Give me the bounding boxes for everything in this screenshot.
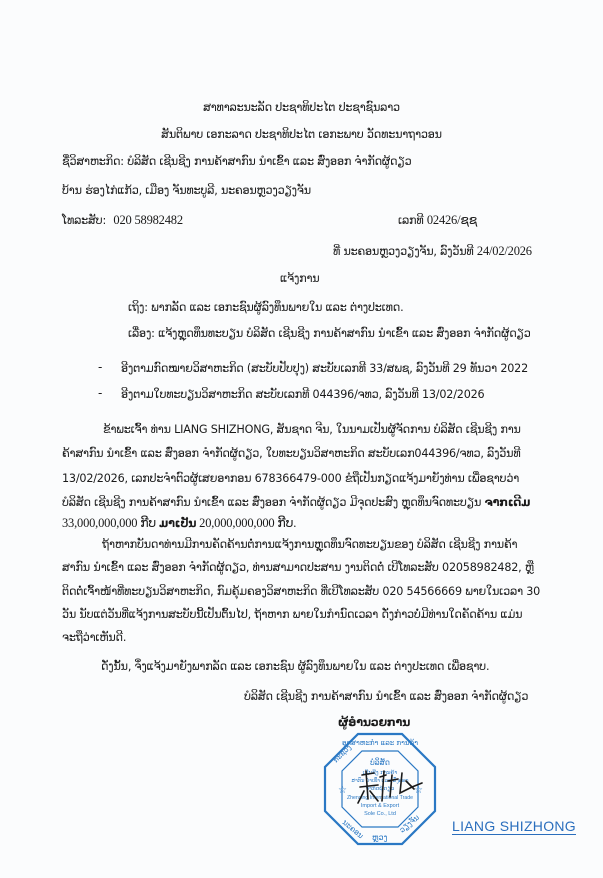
reference-item: ອີງຕາມໃບທະບຽນວິສາຫະກິດ ສະບັບເລກທີ 044396/ຈທວ, ລົງວັນທີ 13/02/2026	[121, 388, 485, 401]
place-and-date	[333, 244, 532, 259]
from-original-emphasis: ຈາກເດີມ	[484, 496, 531, 509]
paragraph-2-line-4: ວັນ ນັບແຕ່ວັນທີ່ແຈ້ງການສະບັບນີ້ເປັນຕົ້ນໄປ, ຖ້າຫາກ ພາຍໃນກຳນົດເວລາ ດັ່ງກ່າວບໍ່ມີທ່ານໃດຄັດຄ້ານ ແມ່ນ	[62, 608, 523, 621]
paragraph-1-line-1: ຂ້າພະເຈົ້າ ທ່ານ LIANG SHIZHONG, ສັນຊາດ ຈີນ, ໃນນາມເປັນຜູ້ຈັດການ ບໍລິສັດ ເຊີນຊີງ ການ	[103, 423, 521, 436]
svg-text:ກະຊວງ: ກະຊວງ	[331, 743, 353, 765]
phone-label: ໂທລະສັບ:	[62, 214, 107, 227]
stamp-octagon-icon	[322, 731, 438, 847]
paragraph-2-line-1: ຖ້າຫາກບັນດາທ່ານມີການຄັດຄ້ານຕໍ່ການແຈ້ງການຫຼຸດທຶນຈົດທະບຽນຂອງ ບໍລິສັດ ເຊີນຊີງ ການຄ້າ	[102, 538, 518, 551]
reference-item: ອີງຕາມກົດໝາຍວິສາຫະກິດ (ສະບັບປັບປຸງ) ສະບັບເລກທີ 33/ສພຊ, ລົງວັນທີ 29 ທັນວາ 2022	[121, 362, 528, 375]
new-capital: 20,000,000,000 ກີບ.	[196, 516, 297, 530]
paragraph-2-line-3: ຕິດຕໍ່ເຈົ້າໜ້າທີ່ທະບຽນວິສາຫະກິດ, ກົມຄຸ້ມຄອງວິສາຫະກິດ ທີ່ເບີໂທລະສັບ 020 54566669 ພາຍໃນເວລາ 30	[62, 585, 541, 598]
paragraph-1-line-2: ຄ້າສາກົນ ນຳເຂົ້າ ແລະ ສົ່ງອອກ ຈຳກັດຜູ້ດຽວ, ໃບທະບຽນວິສາຫະກິດ ສະບັບເລກ044396/ຈທວ, ລົງວັນທີ	[62, 447, 521, 460]
text-span: ບໍລິສັດ ເຊີນຊີງ ການຄ້າສາກົນ ນຳເຂົ້າ ແລະ ສົ່ງອອກ ຈຳກັດຜູ້ດຽວ ມີຈຸດປະສົງ ຫຼຸດທຶນຈົດທະບຽນ	[62, 496, 485, 509]
closing-statement: ດັ່ງນັ້ນ, ຈຶ່ງແຈ້ງມາຍັງພາກລັດ ແລະ ເອກະຊົນ ຜູ້ລົງທຶນພາຍໃນ ແລະ ຕ່າງປະເທດ ເພື່ອຊາບ.	[101, 660, 490, 673]
paragraph-1-line-4	[62, 496, 530, 510]
paragraph-1-line-5	[62, 516, 296, 531]
company-address: ບ້ານ ຮ່ອງໄກ່ແກ້ວ, ເມືອງ ຈັນທະບູລີ, ນະຄອນຫຼວງວຽງຈັນ	[62, 184, 311, 197]
company-name-line	[62, 155, 411, 169]
svg-text:ບໍລິສັດ: ບໍລິສັດ	[370, 758, 390, 767]
reference-bullet: -	[98, 386, 103, 400]
issue-date: 24/02/2026	[476, 244, 532, 258]
notice-title: ແຈ້ງການ	[280, 272, 320, 285]
recipient: ພາກລັດ ແລະ ເອກະຊົນຜູ້ລົງທຶນພາຍໃນ ແລະ ຕ່າງປະເທດ.	[151, 301, 404, 314]
company-label: ຊື່ວິສາຫະກິດ:	[62, 155, 124, 168]
national-motto: ສັນຕິພາບ ເອກະລາດ ປະຊາທິປະໄຕ ເອກະພາບ ວັດທະນາຖາວອນ	[161, 128, 442, 141]
reference-bullet: -	[98, 360, 103, 374]
svg-text:ວຽງຈັນ: ວຽງຈັນ	[397, 812, 421, 835]
paragraph-1-line-3: 13/02/2026, ເລກປະຈຳຕົວຜູ້ເສຍອາກອນ 678366479-000 ຂໍຖືເປັນກຽດແຈ້ງມາຍັງທ່ານ ເພື່ອຊາບວ່າ	[62, 472, 520, 485]
signature-company: ບໍລິສັດ ເຊີນຊີງ ການຄ້າສາກົນ ນຳເຂົ້າ ແລະ ສົ່ງອອກ ຈຳກັດຜູ້ດຽວ	[244, 690, 529, 703]
phone-line	[62, 213, 183, 228]
recipient-label: ເຖິງ:	[128, 301, 148, 314]
to-new-emphasis: ມາເປັນ	[158, 517, 197, 530]
svg-text:☆: ☆	[414, 785, 423, 796]
country-name: ສາທາລະນະລັດ ປະຊາທິປະໄຕ ປະຊາຊົນລາວ	[203, 101, 400, 114]
svg-text:Zhenxing International Trade: Zhenxing International Trade	[346, 795, 414, 801]
svg-text:ຈຳກັດຜູ້ດຽວ: ຈຳກັດຜູ້ດຽວ	[365, 786, 395, 792]
svg-text:ອຸດສາຫະກຳ ແລະ ການຄ້າ: ອຸດສາຫະກຳ ແລະ ການຄ້າ	[341, 739, 419, 747]
svg-text:Import & Export: Import & Export	[360, 803, 400, 809]
svg-text:ສາກົນ ນຳເຂົ້າ ແລະ ສົ່ງອອກ: ສາກົນ ນຳເຂົ້າ ແລະ ສົ່ງອອກ	[351, 778, 409, 784]
svg-text:ເຊີນຊີງ ການຄ້າ: ເຊີນຊີງ ການຄ້າ	[362, 770, 398, 776]
subject-line	[128, 327, 531, 341]
company-name: ບໍລິສັດ ເຊີນຊີງ ການຄ້າສາກົນ ນຳເຂົ້າ ແລະ ສົ່ງອອກ ຈຳກັດຜູ້ດຽວ	[127, 155, 412, 168]
recipient-line	[128, 301, 403, 315]
paragraph-2-line-5: ຈະຖືວ່າເຫັນດີ.	[62, 631, 127, 644]
subject: ແຈ້ງຫຼຸດທຶນທະບຽນ ບໍລິສັດ ເຊີນຊີງ ການຄ້າສາກົນ ນຳເຂົ້າ ແລະ ສົ່ງອອກ ຈຳກັດຜູ້ດຽວ	[158, 327, 531, 340]
svg-text:ຫຼວງ: ຫຼວງ	[372, 833, 388, 842]
phone-number: 020 58982482	[113, 213, 183, 227]
company-stamp	[322, 731, 438, 847]
signatory-title: ຜູ້ອຳນວຍການ	[338, 716, 411, 729]
svg-text:Sole Co., Ltd: Sole Co., Ltd	[364, 811, 396, 817]
place-prefix: ທີ່ ນະຄອນຫຼວງວຽງຈັນ, ລົງວັນທີ	[333, 245, 474, 258]
svg-text:ນະຄອນ: ນະຄອນ	[340, 817, 366, 841]
signatory-name: LIANG SHIZHONG	[452, 818, 576, 834]
svg-text:☆: ☆	[338, 785, 347, 796]
original-capital: 33,000,000,000 ກີບ	[62, 516, 159, 530]
paragraph-2-line-2: ສາກົນ ນຳເຂົ້າ ແລະ ສົ່ງອອກ ຈຳກັດຜູ້ດຽວ, ທ່ານສາມາດປະສານ ງານຕິດຕໍ່ ເບີໂທລະສັບ 02058982482, ຫຼື	[62, 561, 534, 574]
reference-label: ເລກທີ	[398, 214, 424, 227]
reference-value: 02426/ຊຊ	[426, 213, 478, 227]
subject-label: ເລື່ອງ:	[128, 327, 155, 340]
reference-number	[398, 213, 477, 228]
